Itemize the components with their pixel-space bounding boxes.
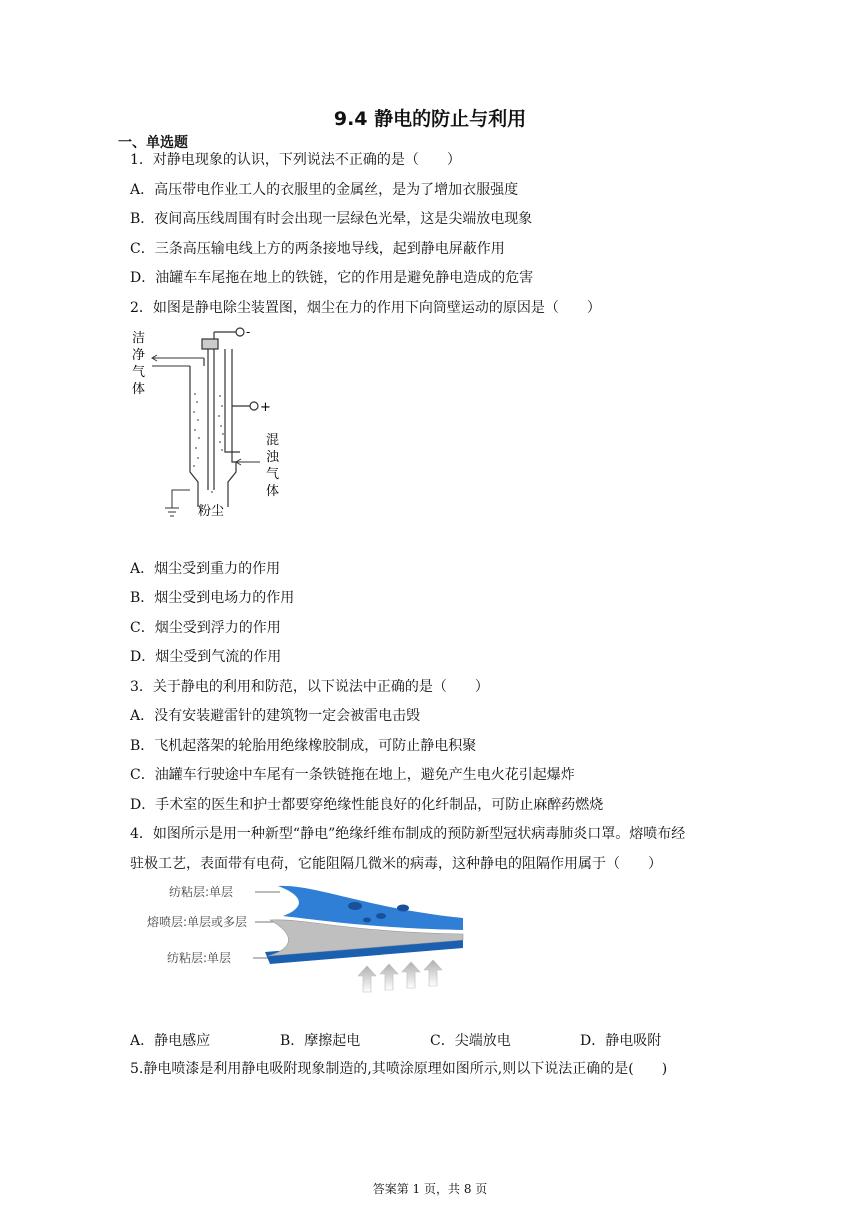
- clean-gas-char-4: 体: [132, 382, 146, 397]
- clean-gas-char-1: 洁: [132, 331, 146, 346]
- q1-option-a: A．高压带电作业工人的衣服里的金属丝，是为了增加衣服强度: [130, 182, 519, 198]
- q4-option-d: D．静电吸附: [580, 1033, 662, 1049]
- q2-option-a: A．烟尘受到重力的作用: [130, 561, 281, 577]
- minus-terminal: -: [246, 325, 251, 339]
- central-electrode: [202, 328, 258, 490]
- dirty-gas-char-2: 浊: [266, 450, 280, 465]
- outlet-arrow: [152, 355, 204, 366]
- q3-stem: 3．关于静电的利用和防范，以下说法中正确的是（ ）: [130, 679, 489, 695]
- dust-label: 粉尘: [198, 504, 225, 519]
- ground-symbol: [165, 490, 190, 516]
- q4-option-a: A．静电感应: [130, 1033, 211, 1049]
- q2-option-d: D．烟尘受到气流的作用: [130, 649, 282, 665]
- dirty-gas-char-1: 混: [266, 433, 280, 448]
- q4-options: [130, 1030, 730, 1050]
- q1-stem: 1．对静电现象的认识，下列说法不正确的是（ ）: [130, 152, 461, 168]
- q3-option-b: B．飞机起落架的轮胎用绝缘橡胶制成，可防止静电积聚: [130, 738, 477, 754]
- q1-option-c: C．三条高压输电线上方的两条接地导线，起到静电屏蔽作用: [130, 241, 505, 257]
- precipitator-tube: [190, 349, 240, 507]
- q3-option-a: A．没有安装避雷针的建筑物一定会被雷电击毁: [130, 708, 421, 724]
- q2-option-b: B．烟尘受到电场力的作用: [130, 590, 295, 606]
- q2-option-c: C．烟尘受到浮力的作用: [130, 620, 281, 636]
- q4-option-c: C．尖端放电: [430, 1033, 511, 1049]
- page-footer: 答案第 1 页，共 8 页: [372, 1182, 488, 1196]
- clean-gas-char-3: 气: [132, 365, 146, 380]
- mask-layers-figure: [145, 878, 465, 996]
- electrostatic-precipitator-figure: [128, 322, 298, 527]
- q3-option-d: D．手术室的医生和护士都要穿绝缘性能良好的化纤制品，可防止麻醉药燃烧: [130, 797, 604, 813]
- q2-stem: 2．如图是静电除尘装置图，烟尘在力的作用下向筒壁运动的原因是（ ）: [130, 300, 601, 316]
- layer-label-middle: 熔喷层:单层或多层: [147, 915, 248, 929]
- layer-label-top: 纺粘层:单层: [169, 885, 234, 899]
- q4-stem-line-2: 驻极工艺，表面带有电荷，它能阻隔几微米的病毒，这种静电的阻隔作用属于（ ）: [130, 856, 662, 872]
- layer-label-bottom: 纺粘层:单层: [167, 951, 232, 965]
- inlet-arrow: [236, 459, 260, 465]
- dirty-gas-char-4: 体: [266, 484, 280, 499]
- dirty-gas-char-3: 气: [266, 467, 280, 482]
- q4-option-b: B．摩擦起电: [280, 1033, 361, 1049]
- section-heading: 一、单选题: [118, 135, 188, 151]
- q5-stem: 5.静电喷漆是利用静电吸附现象制造的,其喷涂原理如图所示,则以下说法正确的是( ): [130, 1061, 668, 1077]
- page-title: 9.4 静电的防止与利用: [333, 108, 527, 130]
- q3-option-c: C．油罐车行驶途中车尾有一条铁链拖在地上，避免产生电火花引起爆炸: [130, 767, 575, 783]
- q1-option-b: B．夜间高压线周围有时会出现一层绿色光晕，这是尖端放电现象: [130, 211, 533, 227]
- plus-terminal: +: [260, 400, 271, 415]
- clean-gas-char-2: 净: [132, 348, 146, 363]
- q1-option-d: D．油罐车车尾拖在地上的铁链，它的作用是避免静电造成的危害: [130, 270, 534, 286]
- q4-stem-line-1: 4．如图所示是用一种新型“静电”绝缘纤维布制成的预防新型冠状病毒肺炎口罩。熔喷布经: [130, 826, 686, 842]
- airflow-arrows: [358, 960, 442, 992]
